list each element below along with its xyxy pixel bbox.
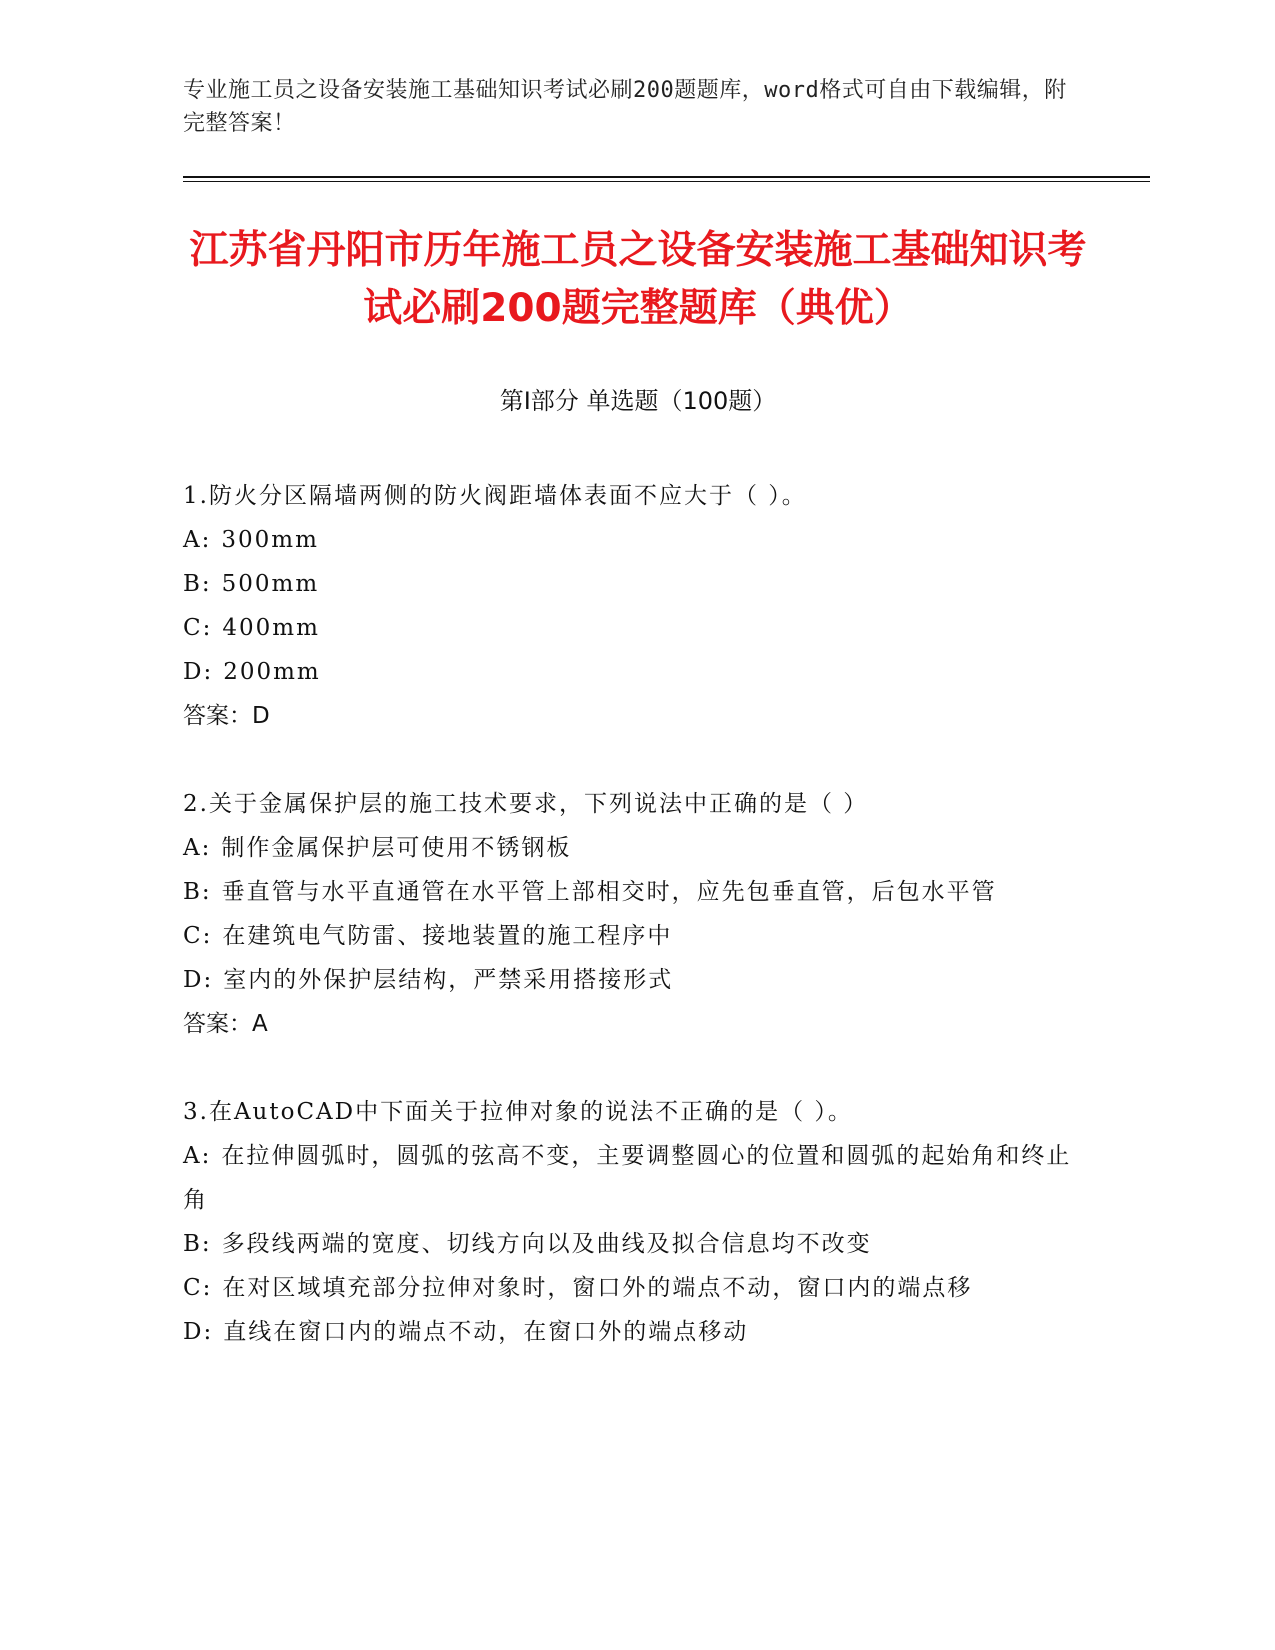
header-note: 专业施工员之设备安装施工基础知识考试必刷200题题库，word格式可自由下载编辑，附完整答案！ [183,78,1067,136]
question-text: 3.在AutoCAD中下面关于拉伸对象的说法不正确的是（ ）。 [183,1099,853,1125]
option-b [183,870,1083,914]
answer-label: 答案： [183,703,252,729]
option-text: 400mm [222,615,320,641]
option-text: 500mm [221,571,320,597]
answer-line [183,1002,1083,1046]
option-key: D: [183,1319,214,1345]
option-text: 直线在窗口内的端点不动，在窗口外的端点移动 [223,1319,749,1345]
answer-label: 答案： [183,1011,252,1037]
option-b [183,562,1083,606]
question-2 [183,782,1083,1046]
option-c [183,606,1083,650]
option-text: 垂直管与水平直通管在水平管上部相交时，应先包垂直管，后包水平管 [221,879,997,905]
section-title: 第I部分 单选题（100题） [499,387,777,415]
option-key: C: [183,923,213,949]
header-divider-thin [183,181,1150,182]
question-list [183,474,1083,1398]
question-text: 1.防火分区隔墙两侧的防火阀距墙体表面不应大于（ ）。 [183,483,807,509]
option-d [183,958,1083,1002]
option-text: 在拉伸圆弧时，圆弧的弦高不变，主要调整圆心的位置和圆弧的起始角和终止角 [183,1143,1072,1213]
option-d [183,1310,1083,1354]
option-key: B: [183,571,212,597]
header-divider [183,176,1150,178]
question-1 [183,474,1083,738]
option-b [183,1222,1083,1266]
option-c [183,1266,1083,1310]
option-text: 在对区域填充部分拉伸对象时，窗口外的端点不动，窗口内的端点移 [222,1275,973,1301]
option-a [183,826,1083,870]
document-title: 江苏省丹阳市历年施工员之设备安装施工基础知识考试必刷200题完整题库（典优） [189,228,1087,331]
option-key: A: [183,527,212,553]
option-text: 200mm [223,659,321,685]
option-a [183,518,1083,562]
option-key: B: [183,1231,212,1257]
answer-value: A [252,1011,268,1037]
option-a [183,1134,1083,1222]
question-3 [183,1090,1083,1354]
option-key: C: [183,615,213,641]
option-key: D: [183,659,214,685]
question-text: 2.关于金属保护层的施工技术要求，下列说法中正确的是（ ） [183,791,869,817]
option-key: D: [183,967,214,993]
option-text: 在建筑电气防雷、接地装置的施工程序中 [222,923,673,949]
option-d [183,650,1083,694]
option-key: A: [183,835,212,861]
option-c [183,914,1083,958]
answer-value: D [252,703,270,729]
option-text: 多段线两端的宽度、切线方向以及曲线及拟合信息均不改变 [221,1231,872,1257]
option-text: 制作金属保护层可使用不锈钢板 [221,835,572,861]
option-text: 室内的外保护层结构，严禁采用搭接形式 [223,967,674,993]
option-key: B: [183,879,212,905]
option-key: A: [183,1143,212,1169]
option-text: 300mm [221,527,319,553]
option-key: C: [183,1275,213,1301]
answer-line [183,694,1083,738]
